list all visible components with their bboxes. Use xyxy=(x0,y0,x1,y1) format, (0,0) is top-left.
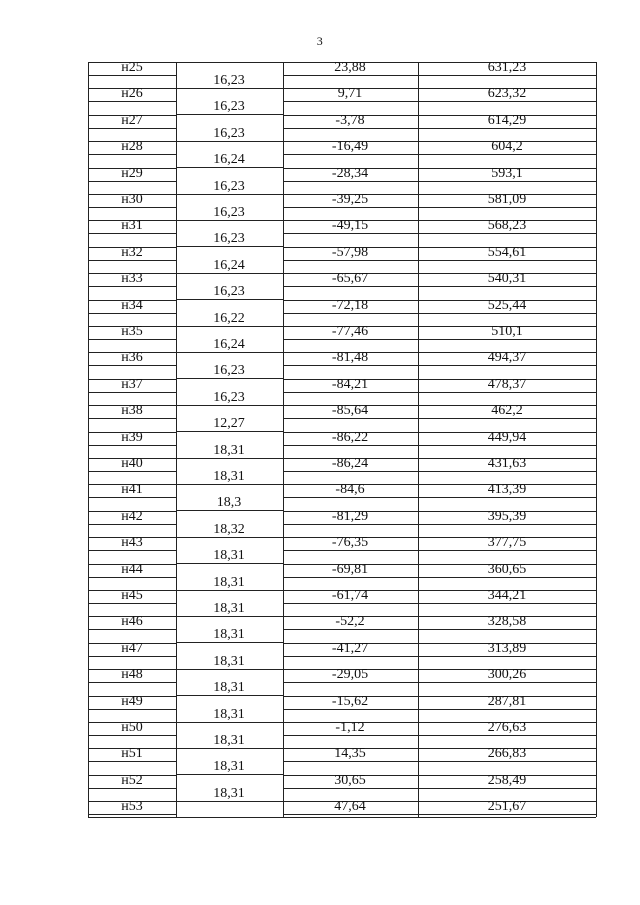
row-underline xyxy=(283,233,418,234)
row-underline xyxy=(283,497,418,498)
coordinate-y: 14,35 xyxy=(334,746,366,762)
coordinate-x: 251,67 xyxy=(487,799,527,815)
row-separator xyxy=(283,141,596,142)
segment-length: 18,31 xyxy=(213,680,245,696)
coordinate-y: -84,6 xyxy=(335,482,365,498)
row-underline xyxy=(283,181,418,182)
row-underline xyxy=(418,128,596,129)
segment-length: 16,23 xyxy=(213,125,245,141)
segment-underline xyxy=(176,669,283,670)
segment-underline xyxy=(176,141,283,142)
row-underline xyxy=(418,788,596,789)
coordinate-x: 258,49 xyxy=(487,772,527,788)
row-underline xyxy=(88,629,176,630)
row-separator xyxy=(283,696,596,697)
point-name: н35 xyxy=(121,324,143,339)
point-name: н26 xyxy=(121,86,143,102)
coordinate-y: -77,46 xyxy=(331,324,369,339)
point-name: н36 xyxy=(121,350,143,366)
row-separator xyxy=(283,511,596,512)
row-underline xyxy=(418,101,596,102)
row-underline xyxy=(88,735,176,736)
row-underline xyxy=(283,709,418,710)
coordinate-y: -86,24 xyxy=(331,456,369,471)
coordinate-x: 328,58 xyxy=(487,614,527,630)
point-name: н27 xyxy=(121,112,143,128)
row-underline xyxy=(283,75,418,76)
row-underline xyxy=(283,445,418,446)
row-underline xyxy=(283,313,418,314)
point-name: н46 xyxy=(121,614,143,630)
segment-length: 18,31 xyxy=(213,706,245,722)
row-underline xyxy=(418,365,596,366)
coordinate-x: 313,89 xyxy=(487,640,527,656)
point-name: н31 xyxy=(121,218,143,234)
row-underline xyxy=(88,181,176,182)
segment-length: 16,24 xyxy=(213,337,245,352)
coordinate-y: -72,18 xyxy=(331,297,369,313)
column-line-1 xyxy=(176,62,177,817)
segment-length: 16,23 xyxy=(213,389,245,405)
row-separator xyxy=(283,643,596,644)
segment-underline xyxy=(176,484,283,485)
coordinate-y: -85,64 xyxy=(331,403,369,419)
point-name: н28 xyxy=(121,139,143,155)
row-underline xyxy=(88,656,176,657)
coordinate-y: -1,12 xyxy=(335,720,365,735)
segment-underline xyxy=(176,220,283,221)
row-underline xyxy=(418,550,596,551)
coordinate-x: 413,39 xyxy=(487,482,527,498)
row-separator xyxy=(283,432,596,433)
coordinate-y: 23,88 xyxy=(334,60,366,75)
coordinate-x: 276,63 xyxy=(487,720,527,735)
row-underline xyxy=(418,392,596,393)
coordinate-x: 431,63 xyxy=(487,456,527,471)
row-underline xyxy=(418,577,596,578)
point-name: н32 xyxy=(121,244,143,260)
row-underline xyxy=(283,788,418,789)
segment-underline xyxy=(176,722,283,723)
row-separator xyxy=(283,405,596,406)
row-underline xyxy=(418,709,596,710)
row-underline xyxy=(418,339,596,340)
segment-length: 16,23 xyxy=(213,99,245,115)
coordinate-x: 266,83 xyxy=(487,746,527,762)
coordinate-x: 581,09 xyxy=(487,192,527,207)
row-separator xyxy=(283,775,596,776)
row-underline xyxy=(418,656,596,657)
point-name: н39 xyxy=(121,429,143,445)
coordinate-y: 9,71 xyxy=(337,86,363,102)
segment-underline xyxy=(176,378,283,379)
segment-length: 18,31 xyxy=(213,442,245,458)
coordinate-x: 554,61 xyxy=(487,244,527,260)
segment-length: 18,31 xyxy=(213,601,245,616)
coordinate-x: 623,32 xyxy=(487,86,527,102)
segment-length: 16,23 xyxy=(213,73,245,88)
row-underline xyxy=(283,656,418,657)
coordinate-y: -15,62 xyxy=(331,693,369,709)
coordinate-y: -61,74 xyxy=(331,588,369,603)
coordinate-y: -86,22 xyxy=(331,429,369,445)
row-underline xyxy=(283,339,418,340)
segment-length: 16,24 xyxy=(213,257,245,273)
point-name: н42 xyxy=(121,508,143,524)
row-underline xyxy=(88,471,176,472)
segment-underline xyxy=(176,695,283,696)
coordinate-x: 344,21 xyxy=(487,588,527,603)
point-name: н34 xyxy=(121,297,143,313)
row-underline xyxy=(418,603,596,604)
segment-length: 12,27 xyxy=(213,416,245,432)
row-underline xyxy=(283,814,418,815)
coordinate-y: -28,34 xyxy=(331,165,369,181)
segment-underline xyxy=(176,458,283,459)
segment-underline xyxy=(176,299,283,300)
point-name: н41 xyxy=(121,482,143,498)
row-underline xyxy=(283,260,418,261)
row-underline xyxy=(283,735,418,736)
row-underline xyxy=(418,286,596,287)
point-name: н51 xyxy=(121,746,143,762)
row-underline xyxy=(88,418,176,419)
coordinate-x: 631,23 xyxy=(487,60,527,75)
row-separator xyxy=(283,564,596,565)
segment-underline xyxy=(176,246,283,247)
row-underline xyxy=(418,735,596,736)
row-underline xyxy=(88,445,176,446)
row-underline xyxy=(88,260,176,261)
point-name: н43 xyxy=(121,535,143,551)
coordinate-y: -29,05 xyxy=(331,667,369,683)
column-line-2 xyxy=(283,62,284,817)
row-underline xyxy=(88,603,176,604)
row-underline xyxy=(88,788,176,789)
row-underline xyxy=(283,207,418,208)
row-separator xyxy=(283,326,596,327)
segment-underline xyxy=(176,563,283,564)
row-underline xyxy=(88,577,176,578)
row-separator xyxy=(283,748,596,749)
segment-underline xyxy=(176,774,283,775)
point-name: н33 xyxy=(121,271,143,287)
coordinate-y: -57,98 xyxy=(331,244,369,260)
segment-underline xyxy=(176,748,283,749)
coordinate-y: -49,15 xyxy=(331,218,369,234)
coordinate-x: 449,94 xyxy=(487,429,527,445)
point-name: н38 xyxy=(121,403,143,419)
point-name: н47 xyxy=(121,640,143,656)
coordinate-y: -39,25 xyxy=(331,192,369,207)
row-underline xyxy=(88,233,176,234)
segment-length: 18,31 xyxy=(213,574,245,590)
segment-underline xyxy=(176,405,283,406)
point-name: н29 xyxy=(121,165,143,181)
row-underline xyxy=(88,761,176,762)
row-underline xyxy=(418,75,596,76)
row-separator xyxy=(283,352,596,353)
segment-length: 18,31 xyxy=(213,548,245,564)
row-underline xyxy=(283,629,418,630)
row-underline xyxy=(88,550,176,551)
row-separator xyxy=(283,590,596,591)
coordinate-x: 478,37 xyxy=(487,376,527,392)
coordinate-x: 525,44 xyxy=(487,297,527,313)
coordinate-y: 30,65 xyxy=(334,772,366,788)
row-underline xyxy=(88,392,176,393)
row-separator xyxy=(283,801,596,802)
row-underline xyxy=(418,260,596,261)
row-underline xyxy=(88,339,176,340)
row-underline xyxy=(283,577,418,578)
row-separator xyxy=(283,669,596,670)
row-underline xyxy=(283,418,418,419)
row-underline xyxy=(418,471,596,472)
row-underline xyxy=(418,207,596,208)
row-separator xyxy=(283,537,596,538)
row-underline xyxy=(283,128,418,129)
row-separator xyxy=(283,458,596,459)
coordinate-y: 47,64 xyxy=(334,799,366,815)
row-separator xyxy=(283,273,596,274)
row-underline xyxy=(88,286,176,287)
row-separator xyxy=(283,247,596,248)
segment-underline xyxy=(176,273,283,274)
row-underline xyxy=(88,313,176,314)
segment-length: 16,23 xyxy=(213,178,245,194)
row-underline xyxy=(283,101,418,102)
point-name: н30 xyxy=(121,192,143,207)
segment-length: 16,22 xyxy=(213,310,245,326)
table-bottom-border xyxy=(88,817,596,818)
row-underline xyxy=(283,682,418,683)
row-underline xyxy=(88,154,176,155)
point-name: н44 xyxy=(121,561,143,577)
row-underline xyxy=(418,418,596,419)
row-underline xyxy=(418,154,596,155)
coordinate-x: 568,23 xyxy=(487,218,527,234)
point-name: н37 xyxy=(121,376,143,392)
row-underline xyxy=(283,154,418,155)
coordinate-x: 510,1 xyxy=(491,324,523,339)
row-underline xyxy=(418,181,596,182)
row-underline xyxy=(418,814,596,815)
row-underline xyxy=(418,629,596,630)
segment-length: 18,3 xyxy=(216,495,242,511)
segment-length: 18,31 xyxy=(213,469,245,484)
row-underline xyxy=(88,207,176,208)
row-underline xyxy=(418,524,596,525)
row-underline xyxy=(283,550,418,551)
coordinate-x: 300,26 xyxy=(487,667,527,683)
segment-length: 16,23 xyxy=(213,284,245,300)
coordinate-y: -76,35 xyxy=(331,535,369,551)
coordinate-x: 377,75 xyxy=(487,535,527,551)
coordinate-x: 604,2 xyxy=(491,139,523,155)
segment-length: 18,31 xyxy=(213,627,245,643)
segment-underline xyxy=(176,616,283,617)
segment-length: 16,24 xyxy=(213,152,245,168)
row-underline xyxy=(283,286,418,287)
coordinate-y: -41,27 xyxy=(331,640,369,656)
row-underline xyxy=(88,75,176,76)
row-underline xyxy=(418,761,596,762)
coordinate-x: 540,31 xyxy=(487,271,527,287)
coordinate-y: -84,21 xyxy=(331,376,369,392)
coordinate-x: 287,81 xyxy=(487,693,527,709)
row-separator xyxy=(283,88,596,89)
segment-underline xyxy=(176,352,283,353)
segment-underline xyxy=(176,326,283,327)
coordinate-x: 395,39 xyxy=(487,508,527,524)
row-underline xyxy=(88,101,176,102)
point-name: н48 xyxy=(121,667,143,683)
row-underline xyxy=(283,524,418,525)
row-separator xyxy=(283,220,596,221)
point-name: н53 xyxy=(121,799,143,815)
segment-underline xyxy=(176,114,283,115)
row-underline xyxy=(418,445,596,446)
row-underline xyxy=(283,471,418,472)
coordinate-table xyxy=(88,62,596,817)
segment-length: 18,31 xyxy=(213,759,245,775)
row-underline xyxy=(283,761,418,762)
point-name: н49 xyxy=(121,693,143,709)
coordinate-x: 593,1 xyxy=(491,165,523,181)
row-underline xyxy=(418,233,596,234)
row-underline xyxy=(88,709,176,710)
coordinate-y: -52,2 xyxy=(335,614,365,630)
row-underline xyxy=(418,313,596,314)
column-line-3 xyxy=(418,62,419,817)
column-line-4 xyxy=(596,62,597,817)
row-separator xyxy=(283,616,596,617)
segment-underline xyxy=(176,88,283,89)
segment-length: 18,31 xyxy=(213,653,245,669)
coordinate-y: -65,67 xyxy=(331,271,369,287)
segment-underline xyxy=(176,642,283,643)
row-underline xyxy=(88,814,176,815)
page-number: 3 xyxy=(316,34,324,48)
row-underline xyxy=(88,682,176,683)
point-name: н52 xyxy=(121,772,143,788)
point-name: н45 xyxy=(121,588,143,603)
segment-length: 16,23 xyxy=(213,205,245,220)
row-underline xyxy=(418,497,596,498)
row-underline xyxy=(88,524,176,525)
row-separator xyxy=(283,168,596,169)
coordinate-y: -69,81 xyxy=(331,561,369,577)
coordinate-x: 494,37 xyxy=(487,350,527,366)
row-underline xyxy=(88,128,176,129)
segment-length: 16,23 xyxy=(213,231,245,247)
segment-underline xyxy=(176,590,283,591)
segment-underline xyxy=(176,194,283,195)
row-separator xyxy=(283,722,596,723)
point-name: н25 xyxy=(121,60,143,75)
row-separator xyxy=(283,300,596,301)
segment-underline xyxy=(176,431,283,432)
row-underline xyxy=(88,365,176,366)
row-underline xyxy=(283,365,418,366)
row-separator xyxy=(283,379,596,380)
segment-underline xyxy=(176,537,283,538)
coordinate-y: -81,48 xyxy=(331,350,369,366)
segment-underline xyxy=(176,167,283,168)
row-separator xyxy=(283,194,596,195)
column-line-0 xyxy=(88,62,89,817)
row-underline xyxy=(283,392,418,393)
coordinate-x: 614,29 xyxy=(487,112,527,128)
coordinate-y: -16,49 xyxy=(331,139,369,155)
point-name: н50 xyxy=(121,720,143,735)
segment-underline xyxy=(176,801,283,802)
row-separator xyxy=(283,484,596,485)
segment-underline xyxy=(176,510,283,511)
coordinate-y: -3,78 xyxy=(335,112,365,128)
segment-length: 18,32 xyxy=(213,521,245,537)
row-separator xyxy=(283,115,596,116)
segment-length: 18,31 xyxy=(213,733,245,748)
row-underline xyxy=(418,682,596,683)
coordinate-x: 462,2 xyxy=(491,403,523,419)
coordinate-x: 360,65 xyxy=(487,561,527,577)
row-underline xyxy=(88,497,176,498)
coordinate-y: -81,29 xyxy=(331,508,369,524)
segment-length: 18,31 xyxy=(213,785,245,801)
point-name: н40 xyxy=(121,456,143,471)
row-underline xyxy=(283,603,418,604)
segment-length: 16,23 xyxy=(213,363,245,379)
